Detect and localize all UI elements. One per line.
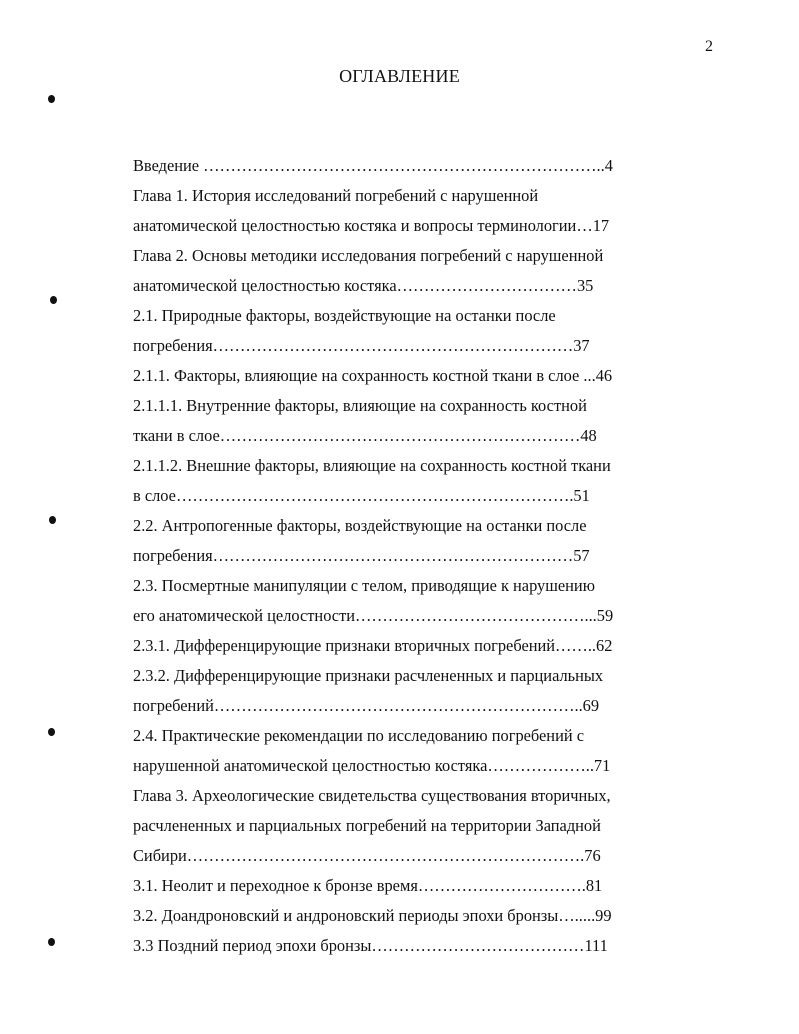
toc-line[interactable]: 2.1. Природные факторы, воздействующие на останки после xyxy=(133,306,556,325)
toc-line[interactable]: нарушенной анатомической целостностью костяка………………..71 xyxy=(133,756,611,775)
toc-line[interactable]: 3.3 Поздний период эпохи бронзы…………………………………111 xyxy=(133,936,608,955)
toc-line[interactable]: Глава 2. Основы методики исследования погребений с нарушенной xyxy=(133,246,604,265)
toc-line[interactable]: 3.1. Неолит и переходное к бронзе время………………………….81 xyxy=(133,876,603,895)
toc-line[interactable]: 2.3.1. Дифференцирующие признаки вторичных погребений……..62 xyxy=(133,636,613,655)
toc-line[interactable]: в слое……………………………………………………………….51 xyxy=(133,486,590,505)
toc-line[interactable]: 2.1.1.1. Внутренние факторы, влияющие на сохранность костной xyxy=(133,396,587,415)
toc-line[interactable]: 2.4. Практические рекомендации по исследованию погребений с xyxy=(133,726,584,745)
page-title: ОГЛАВЛЕНИЕ xyxy=(339,66,460,86)
toc-line[interactable]: погребения…………………………………………………………57 xyxy=(133,546,590,565)
page-number: 2 xyxy=(705,38,713,55)
toc-line[interactable]: Введение ………………………………………………………………..4 xyxy=(133,156,613,175)
toc-line[interactable]: 2.3. Посмертные манипуляции с телом, приводящие к нарушению xyxy=(133,576,595,595)
toc-line[interactable]: анатомической целостностью костяка……………………………35 xyxy=(133,276,594,295)
toc-line[interactable]: анатомической целостностью костяка и вопросы терминологии…17 xyxy=(133,216,610,235)
toc-line[interactable]: 2.3.2. Дифференцирующие признаки расчлененных и парциальных xyxy=(133,666,604,685)
toc-line[interactable]: Сибири……………………………………………………………….76 xyxy=(133,846,601,865)
toc-line[interactable]: 3.2. Доандроновский и андроновский периоды эпохи бронзы….....99 xyxy=(133,906,612,925)
toc-line[interactable]: Глава 3. Археологические свидетельства существования вторичных, xyxy=(133,786,611,805)
toc-line[interactable]: 2.1.1.2. Внешние факторы, влияющие на сохранность костной ткани xyxy=(133,456,611,475)
toc-line[interactable]: его анатомической целостности……………………………………...59 xyxy=(133,606,614,625)
toc-line[interactable]: расчлененных и парциальных погребений на территории Западной xyxy=(133,816,601,835)
toc-line[interactable]: ткани в слое…………………………………………………………48 xyxy=(133,426,597,445)
toc-line[interactable]: 2.2. Антропогенные факторы, воздействующие на останки после xyxy=(133,516,587,535)
toc-line[interactable]: погребений…………………………………………………………..69 xyxy=(133,696,600,715)
toc-line[interactable]: 2.1.1. Факторы, влияющие на сохранность костной ткани в слое ...46 xyxy=(133,366,613,385)
toc-line[interactable]: Глава 1. История исследований погребений с нарушенной xyxy=(133,186,539,205)
toc-line[interactable]: погребения…………………………………………………………37 xyxy=(133,336,590,355)
